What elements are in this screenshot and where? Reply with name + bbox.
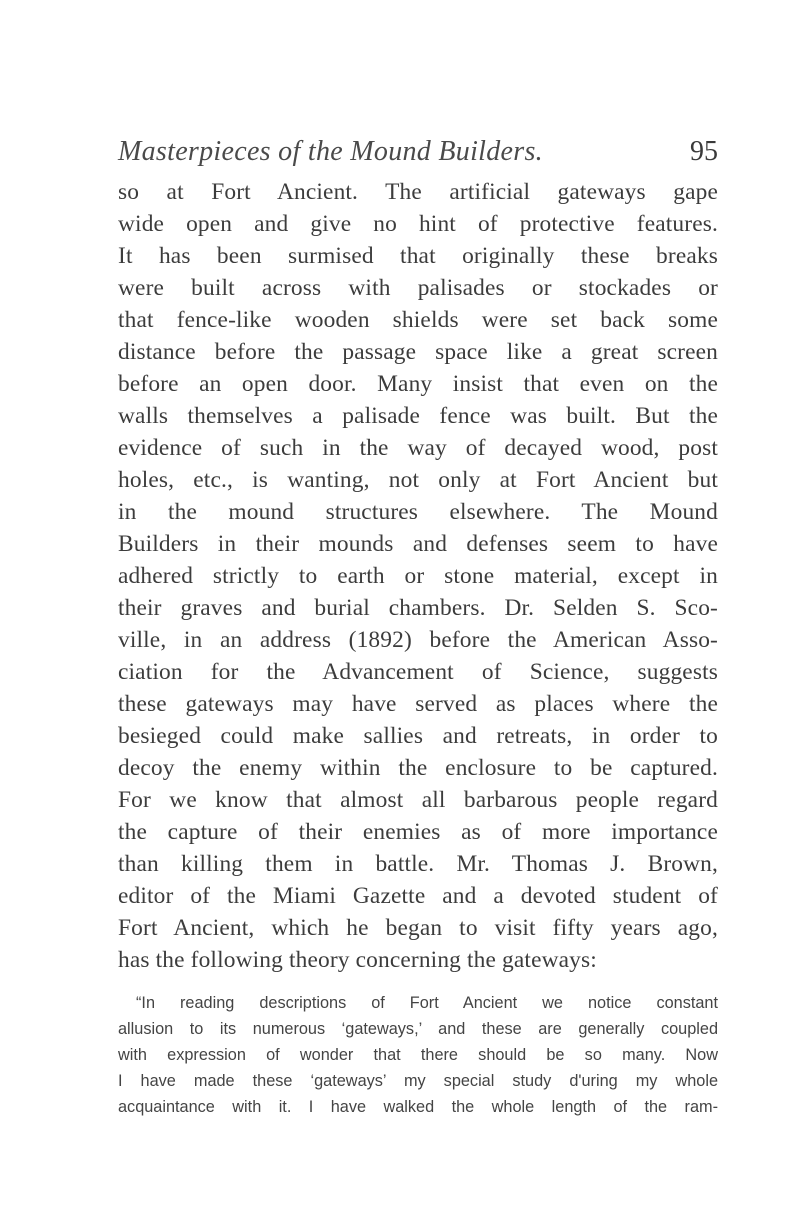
body-line: these gateways may have served as places where the — [118, 691, 718, 717]
page-number: 95 — [690, 136, 718, 167]
body-line: It has been surmised that originally these breaks — [118, 243, 718, 269]
body-line: distance before the passage space like a great screen — [118, 339, 718, 365]
quote-line: with expression of wonder that there should be so many. Now — [118, 1046, 718, 1064]
body-line: in the mound structures elsewhere. The Mound — [118, 499, 718, 525]
body-line: For we know that almost all barbarous people regard — [118, 787, 718, 813]
body-line: holes, etc., is wanting, not only at Fort Ancient but — [118, 467, 718, 493]
body-line: the capture of their enemies as of more importance — [118, 819, 718, 845]
body-line: than killing them in battle. Mr. Thomas J. Brown, — [118, 851, 718, 877]
body-line: has the following theory concerning the gateways: — [118, 947, 597, 973]
body-line: ciation for the Advancement of Science, suggests — [118, 659, 718, 685]
body-line: that fence-like wooden shields were set back some — [118, 307, 718, 333]
body-line: wide open and give no hint of protective features. — [118, 211, 718, 237]
body-line: so at Fort Ancient. The artificial gateways gape — [118, 179, 718, 205]
body-line: adhered strictly to earth or stone material, except in — [118, 563, 718, 589]
body-line: ville, in an address (1892) before the American Asso- — [118, 627, 718, 653]
body-line: were built across with palisades or stockades or — [118, 275, 718, 301]
body-line: editor of the Miami Gazette and a devoted student of — [118, 883, 718, 909]
body-line: Fort Ancient, which he began to visit fifty years ago, — [118, 915, 718, 941]
quote-line: I have made these ‘gateways’ my special study d'uring my whole — [118, 1072, 718, 1090]
quote-line: acquaintance with it. I have walked the whole length of the ram- — [118, 1098, 718, 1116]
running-title: Masterpieces of the Mound Builders. — [118, 136, 543, 167]
body-line: evidence of such in the way of decayed wood, post — [118, 435, 718, 461]
body-line: Builders in their mounds and defenses seem to have — [118, 531, 718, 557]
body-line: decoy the enemy within the enclosure to be captured. — [118, 755, 718, 781]
body-line: their graves and burial chambers. Dr. Selden S. Sco- — [118, 595, 718, 621]
body-line: besieged could make sallies and retreats, in order to — [118, 723, 718, 749]
quote-line: allusion to its numerous ‘gateways,’ and these are generally coupled — [118, 1020, 718, 1038]
body-line: before an open door. Many insist that even on the — [118, 371, 718, 397]
body-line: walls themselves a palisade fence was built. But the — [118, 403, 718, 429]
quote-line: “In reading descriptions of Fort Ancient we notice constant — [136, 994, 718, 1012]
